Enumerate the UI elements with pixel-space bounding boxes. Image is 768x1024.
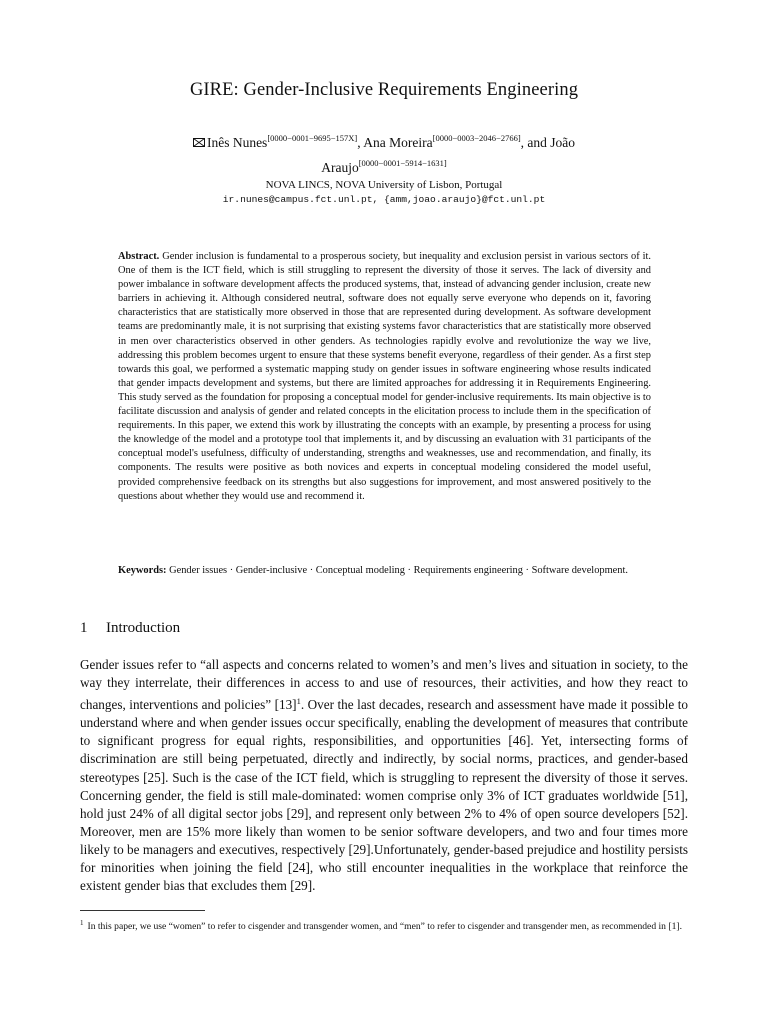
footnote: [80, 916, 688, 934]
envelope-icon: [193, 138, 205, 147]
author-name: , Ana Moreira: [357, 135, 433, 150]
section-number: 1: [80, 620, 88, 636]
keywords: [118, 564, 651, 578]
paper-title: GIRE: Gender-Inclusive Requirements Engineering: [189, 80, 579, 100]
abstract: [118, 250, 651, 504]
author-name: Araujo: [321, 160, 359, 175]
keywords-text: Gender issues · Gender-inclusive · Conceptual modeling · Requirements engineering · Software development.: [169, 565, 628, 576]
author-orcid: [0000−0001−9695−157X]: [267, 133, 358, 143]
section-heading: [80, 620, 180, 637]
author-name: , and João: [520, 135, 576, 150]
abstract-text: Gender inclusion is fundamental to a prosperous society, but inequality and exclusion persist in various sectors of it. One of them is the ICT field, which is still struggling to represent the diversity of those it serves. The lack of diversity and power imbalance in software development affects the produced systems, that, instead of advancing gender inclusion, create new barriers in achieving it. Although considered neutral, software does not equally serve everyone who depends on it, favoring characteristics that are statistically more observed in those that are represented during development. As software development teams are predominantly male, it is not surprising that existing systems favor characteristics that are statistically more observed in men over characteristics observed in other genders. As technologies rapidly evolve and revolutionize the way we live, addressing this problem becomes urgent to ensure that these systems benefit everyone, regardless of their gender. As a first step towards this goal, we performed a systematic mapping study on gender issues in software engineering whose results indicated that gender impacts development and systems, but there are limited approaches for addressing it in Requirements Engineering. This study served as the foundation for proposing a conceptual model for gender-inclusive requirements. Its main objective is to facilitate discussion and analysis of gender and related concepts in the elicitation process to include them in the specification of requirements. In this paper, we extend this work by illustrating the concepts with an example, by presenting a process for using the knowledge of the model and a prototype tool that implements it, and by discussing an evaluation with 31 participants of the conceptual model's usefulness, difficulty of understanding, strengths and weaknesses, use and recommendation, and finally, its components. The results were positive as both novices and experts in conceptual modeling considered the model useful, provided comprehensive feedback on its strengths but also suggestions for improvement, and most answered positively to the questions about whether they would use and recommend it.: [118, 251, 651, 502]
author-orcid: [0000−0001−5914−1631]: [358, 158, 447, 168]
body-text: Gender issues refer to “all aspects and concerns related to women’s and men’s lives and situation in society, to the way they interrelate, their differences in access to and use of resources, their activities, and how they react to changes, interventions and policies” [13]: [80, 657, 688, 713]
keywords-label: Keywords:: [118, 565, 167, 576]
author-list: [110, 128, 658, 178]
footnote-reference: 1: [296, 696, 301, 707]
footnote-text: In this paper, we use “women” to refer to cisgender and transgender women, and “men” to refer to cisgender and transgender men, as recommended in [1].: [87, 921, 682, 932]
author-name: Inês Nunes: [206, 135, 268, 150]
footnote-mark: 1: [80, 919, 84, 927]
footnote-rule: [80, 910, 205, 911]
author-emails: ir.nunes@campus.fct.unl.pt, {amm,joao.araujo}@fct.unl.pt: [222, 194, 546, 205]
body-paragraph: [80, 656, 688, 895]
body-text: . Over the last decades, research and assessment have made it possible to understand where and when gender issues occur specifically, enabling the development of measures that contribute to significant progress for equal rights, responsibilities, and opportunities [46]. Yet, intersecting forms of discrimination are still being perpetuated, directly and indirectly, by social norms, practices, and gender-based stereotypes [25]. Such is the case of the ICT field, which is struggling to represent the diversity of those it serves. Concerning gender, the field is still male-dominated: women comprise only 3% of ICT graduates worldwide [51], hold just 24% of all digital sector jobs [29], and represent only between 2% to 4% of open source developers [52]. Moreover, men are 15% more likely than women to be senior software developers, and two and four times more likely to be managers and executives, respectively [29].Unfortunately, gender-based prejudice and hostility persists for minorities when joining the field [24], who still encounter inequalities in the workplace that reinforce the existent gender bias that excludes them [29].: [80, 697, 688, 894]
author-orcid: [0000−0003−2046−2766]: [432, 133, 521, 143]
section-title: Introduction: [106, 620, 181, 636]
abstract-label: Abstract.: [118, 251, 160, 262]
affiliation: NOVA LINCS, NOVA University of Lisbon, Portugal: [265, 179, 503, 191]
